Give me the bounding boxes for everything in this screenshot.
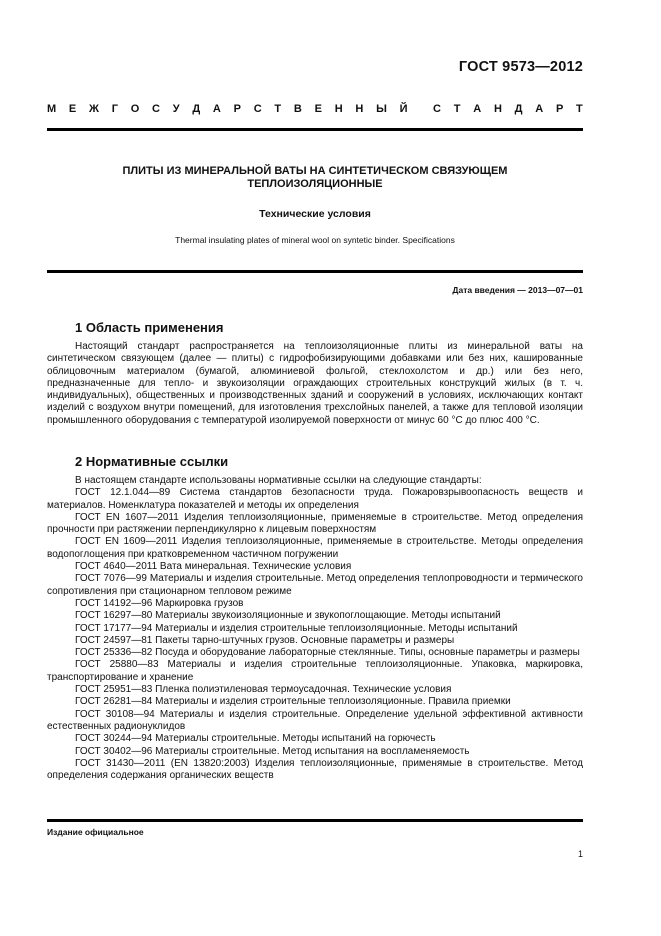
reference-item: ГОСТ 24597—81 Пакеты тарно-штучных грузов. Основные параметры и размеры xyxy=(75,634,455,646)
banner-letter: Д xyxy=(514,103,523,115)
reference-item: ГОСТ 12.1.044—89 Система стандартов безопасности труда. Пожаровзрывоопасность веществ и материалов. Номенклатура показателей и методы их определения xyxy=(47,487,583,511)
banner-letter: Т xyxy=(274,103,282,115)
banner-letter: Р xyxy=(555,103,564,115)
banner-letter: М xyxy=(47,103,57,115)
banner-letter: Н xyxy=(493,103,502,115)
reference-item: ГОСТ 25951—83 Пленка полиэтиленовая термоусадочная. Технические условия xyxy=(75,684,452,696)
reference-item: ГОСТ 4640—2011 Вата минеральная. Технические условия xyxy=(75,561,352,573)
document-subtitle: Технические условия xyxy=(259,208,371,220)
reference-item: ГОСТ 30244—94 Материалы строительные. Методы испытаний на горючесть xyxy=(75,733,436,745)
title-divider xyxy=(47,270,583,273)
reference-item: ГОСТ 14192—96 Маркировка грузов xyxy=(75,597,244,609)
reference-item: ГОСТ 30108—94 Материалы и изделия строительные. Определение удельной эффективной активности естественных радионуклидов xyxy=(47,708,583,732)
banner-letter: А xyxy=(535,103,544,115)
english-title: Thermal insulating plates of mineral wool on syntetic binder. Specifications xyxy=(175,235,455,245)
banner-letter: О xyxy=(130,103,140,115)
section-1-heading: 1 Область применения xyxy=(75,320,224,335)
banner-letter: Й xyxy=(399,103,408,115)
paragraph: Настоящий стандарт распространяется на теплоизоляционные плиты из минеральной ваты на синтетическом связующем (далее — плиты) с гидрофобизирующими добавками или без них, кашированные облицовочным материалом (бумагой, алюминиевой фольгой, стеклохолстом и др.) или без него, предназначенные для тепло- и звукоизоляции ограждающих строительных конструкций жилых (в т. ч. индивидуальных), общественных и производственных зданий и сооружений в условиях, исключающих контакт изделий с воздухом внутри помещений, для изготовления трехслойных панелей, а также для тепловой изоляции промышленного оборудования с температурой изолируемой поверхности от минус 60 °C до плюс 400 °C. xyxy=(47,341,583,426)
banner-letter: А xyxy=(212,103,221,115)
banner-letter: Р xyxy=(233,103,241,115)
banner-letter: Н xyxy=(355,103,364,115)
document-title xyxy=(47,165,583,191)
banner-letter: С xyxy=(433,103,441,115)
reference-item: ГОСТ 26281—84 Материалы и изделия строительные теплоизоляционные. Правила приемки xyxy=(75,696,511,708)
banner-letter: В xyxy=(293,103,302,115)
reference-item: ГОСТ 16297—80 Материалы звукоизоляционные и звукопоглощающие. Методы испытаний xyxy=(75,610,501,622)
banner-letter: Ж xyxy=(89,103,99,115)
reference-item: ГОСТ EN 1607—2011 Изделия теплоизоляционные, применяемые в строительстве. Метод определения прочности при растяжении перпендикулярно к лицевым поверхностям xyxy=(47,511,583,536)
section-2-heading: 2 Нормативные ссылки xyxy=(75,454,229,469)
banner-letter: Д xyxy=(192,103,201,115)
banner-letter: Ы xyxy=(376,103,387,115)
title-line-1: ПЛИТЫ ИЗ МИНЕРАЛЬНОЙ ВАТЫ НА СИНТЕТИЧЕСКОМ СВЯЗУЮЩЕМ xyxy=(122,165,508,177)
header-divider xyxy=(47,128,583,131)
reference-item: ГОСТ 25336—82 Посуда и оборудование лабораторные стеклянные. Типы, основные параметры и размеры xyxy=(75,647,580,659)
reference-item: ГОСТ 7076—99 Материалы и изделия строительные. Метод определения теплопроводности и термического сопротивления при стационарном тепловом режиме xyxy=(47,573,583,597)
footer-divider xyxy=(47,819,583,822)
official-edition-label: Издание официальное xyxy=(47,827,144,837)
banner-letter: Е xyxy=(68,103,77,115)
banner-letter: А xyxy=(473,103,482,115)
banner-letter: Е xyxy=(314,103,322,115)
reference-item: ГОСТ 31430—2011 (EN 13820:2003) Изделия теплоизоляционные, применямые в строительстве. Метод определения содержания органических веществ xyxy=(47,757,583,782)
banner-letter: Г xyxy=(111,103,118,115)
banner-letter: У xyxy=(172,103,180,115)
banner-letter: Т xyxy=(453,103,461,115)
section-2-body xyxy=(47,475,583,782)
section-1-body xyxy=(47,341,583,427)
introduction-date: Дата введения — 2013—07—01 xyxy=(452,285,583,295)
reference-item: ГОСТ 25880—83 Материалы и изделия строительные теплоизоляционные. Упаковка, маркировка, транспортирование и хранение xyxy=(47,659,583,683)
page-number: 1 xyxy=(577,849,583,859)
paragraph: В настоящем стандарте использованы нормативные ссылки на следующие стандарты: xyxy=(75,475,482,486)
banner-letter: Т xyxy=(576,103,583,115)
reference-item: ГОСТ 30402—96 Материалы строительные. Метод испытания на воспламеняемость xyxy=(75,745,470,757)
banner-letter: Н xyxy=(334,103,343,115)
reference-item: ГОСТ EN 1609—2011 Изделия теплоизоляционные, применяемые в строительстве. Методы определения водопоглощения при кратковременном частичном погружении xyxy=(47,536,583,560)
banner-letter: С xyxy=(253,103,262,115)
banner-letter: С xyxy=(152,103,160,115)
gost-number: ГОСТ 9573—2012 xyxy=(458,59,583,75)
reference-item: ГОСТ 17177—94 Материалы и изделия строительные теплоизоляционные. Методы испытаний xyxy=(75,622,518,634)
title-line-2: ТЕПЛОИЗОЛЯЦИОННЫЕ xyxy=(247,178,383,190)
interstate-standard-banner xyxy=(47,103,583,115)
